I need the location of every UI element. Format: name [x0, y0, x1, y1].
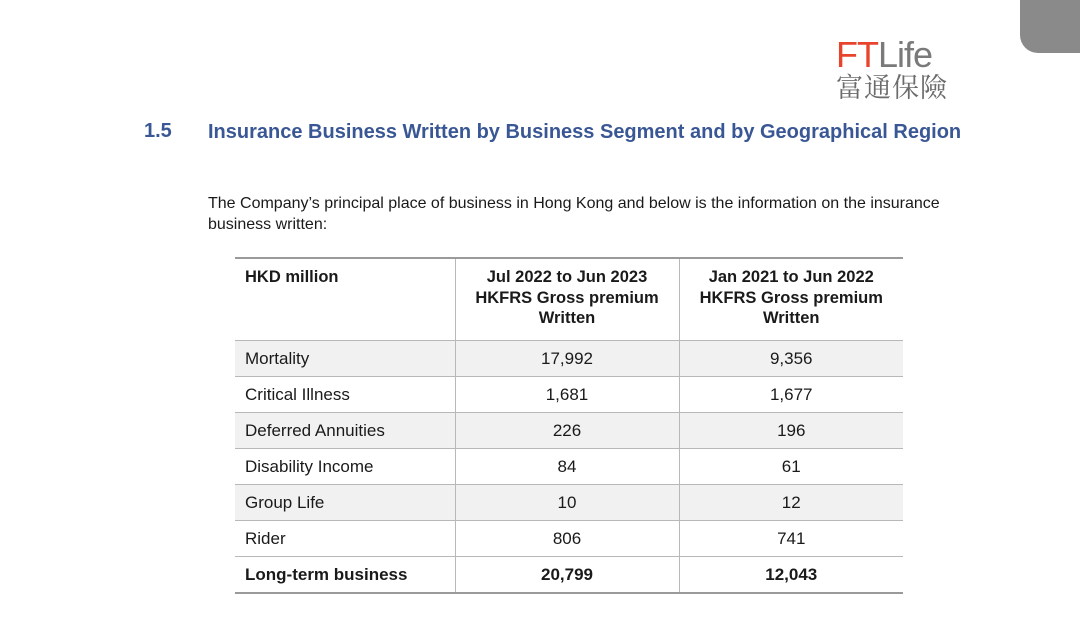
table-row: [235, 413, 903, 449]
row-value-2023: 806: [455, 521, 679, 557]
row-label: Disability Income: [235, 449, 455, 485]
total-label: Long-term business: [235, 557, 455, 594]
ftlife-logo: [836, 36, 950, 106]
row-value-2022: 12: [679, 485, 903, 521]
table-row: [235, 485, 903, 521]
logo-wordmark: [836, 36, 950, 74]
section-title: Insurance Business Written by Business Segment and by Geographical Region: [208, 121, 962, 143]
premium-table: [235, 257, 903, 594]
row-value-2022: 1,677: [679, 377, 903, 413]
total-value-2022: 12,043: [679, 557, 903, 594]
intro-paragraph: The Company’s principal place of business in Hong Kong and below is the information on the insurance business written:: [208, 195, 940, 233]
row-value-2023: 10: [455, 485, 679, 521]
table-header-row: [235, 258, 903, 341]
logo-ft: FT: [836, 34, 878, 75]
total-value-2023: 20,799: [455, 557, 679, 594]
table-row: [235, 341, 903, 377]
row-value-2023: 84: [455, 449, 679, 485]
header-unit: HKD million: [235, 258, 455, 341]
table-row: [235, 521, 903, 557]
row-label: Rider: [235, 521, 455, 557]
header-period-2022: Jan 2021 to Jun 2022 HKFRS Gross premium Written: [679, 258, 903, 341]
logo-life: Life: [877, 34, 933, 75]
row-label: Deferred Annuities: [235, 413, 455, 449]
corner-tab[interactable]: [1020, 0, 1080, 53]
section-number: 1.5: [144, 120, 172, 142]
row-label: Mortality: [235, 341, 455, 377]
table-row: [235, 377, 903, 413]
row-value-2023: 17,992: [455, 341, 679, 377]
row-value-2022: 9,356: [679, 341, 903, 377]
row-label: Critical Illness: [235, 377, 455, 413]
logo-chinese: 富通保險: [836, 73, 948, 104]
header-period-2023: Jul 2022 to Jun 2023 HKFRS Gross premium Written: [455, 258, 679, 341]
row-value-2023: 1,681: [455, 377, 679, 413]
row-label: Group Life: [235, 485, 455, 521]
table-row: [235, 449, 903, 485]
row-value-2022: 61: [679, 449, 903, 485]
table-total-row: [235, 557, 903, 594]
row-value-2022: 196: [679, 413, 903, 449]
row-value-2022: 741: [679, 521, 903, 557]
row-value-2023: 226: [455, 413, 679, 449]
